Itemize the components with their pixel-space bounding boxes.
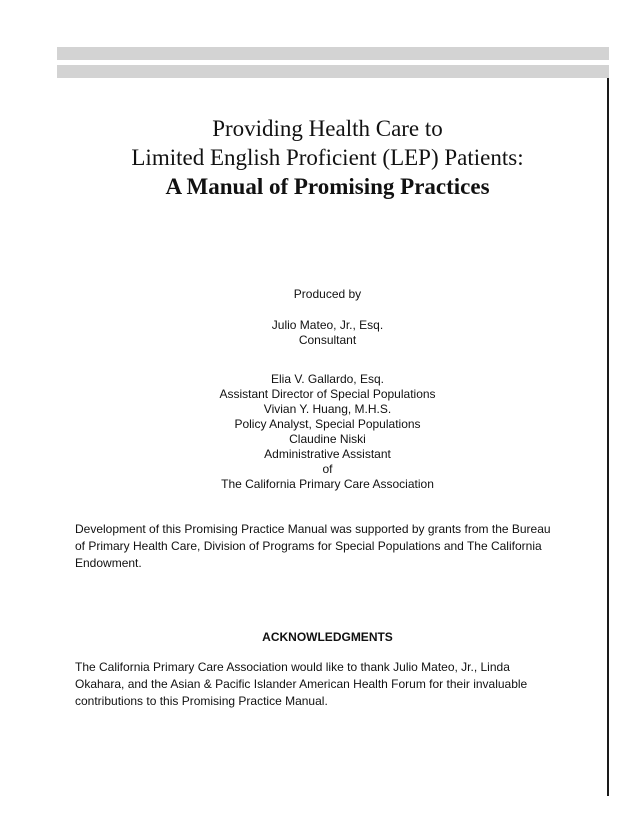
paragraph-line: Okahara, and the Asian & Pacific Islander American Health Forum for their invaluable	[75, 677, 528, 691]
acknowledgments-heading: ACKNOWLEDGMENTS	[262, 630, 393, 644]
acknowledgments-text	[75, 659, 585, 710]
header-bar-bottom	[57, 65, 609, 78]
credit-line: Elia V. Gallardo, Esq.	[271, 372, 384, 386]
produced-by-label: Produced by	[293, 287, 362, 301]
header-bar-top	[57, 47, 609, 60]
credit-line: of	[322, 462, 333, 476]
paragraph-line: contributions to this Promising Practice Manual.	[75, 694, 328, 708]
author-role: Consultant	[298, 333, 357, 347]
author-name: Julio Mateo, Jr., Esq.	[271, 318, 384, 332]
credits-block	[0, 287, 638, 492]
credit-line: Vivian Y. Huang, M.H.S.	[263, 402, 392, 416]
development-note	[75, 521, 585, 572]
title-line-2: Limited English Proficient (LEP) Patients:	[131, 145, 524, 170]
title-line-1: Providing Health Care to	[212, 116, 443, 141]
paragraph-line: of Primary Health Care, Division of Programs for Special Populations and The California	[75, 539, 542, 553]
paragraph-line: Development of this Promising Practice Manual was supported by grants from the Bureau	[75, 522, 551, 536]
title-line-3: A Manual of Promising Practices	[165, 174, 490, 199]
document-title	[0, 114, 638, 201]
paragraph-line: The California Primary Care Association would like to thank Julio Mateo, Jr., Linda	[75, 660, 510, 674]
credit-line: Claudine Niski	[289, 432, 366, 446]
paragraph-line: Endowment.	[75, 556, 142, 570]
credit-line: Policy Analyst, Special Populations	[234, 417, 421, 431]
credit-line: Assistant Director of Special Populations	[219, 387, 436, 401]
credit-line: Administrative Assistant	[264, 447, 391, 461]
credit-line: The California Primary Care Association	[221, 477, 434, 491]
